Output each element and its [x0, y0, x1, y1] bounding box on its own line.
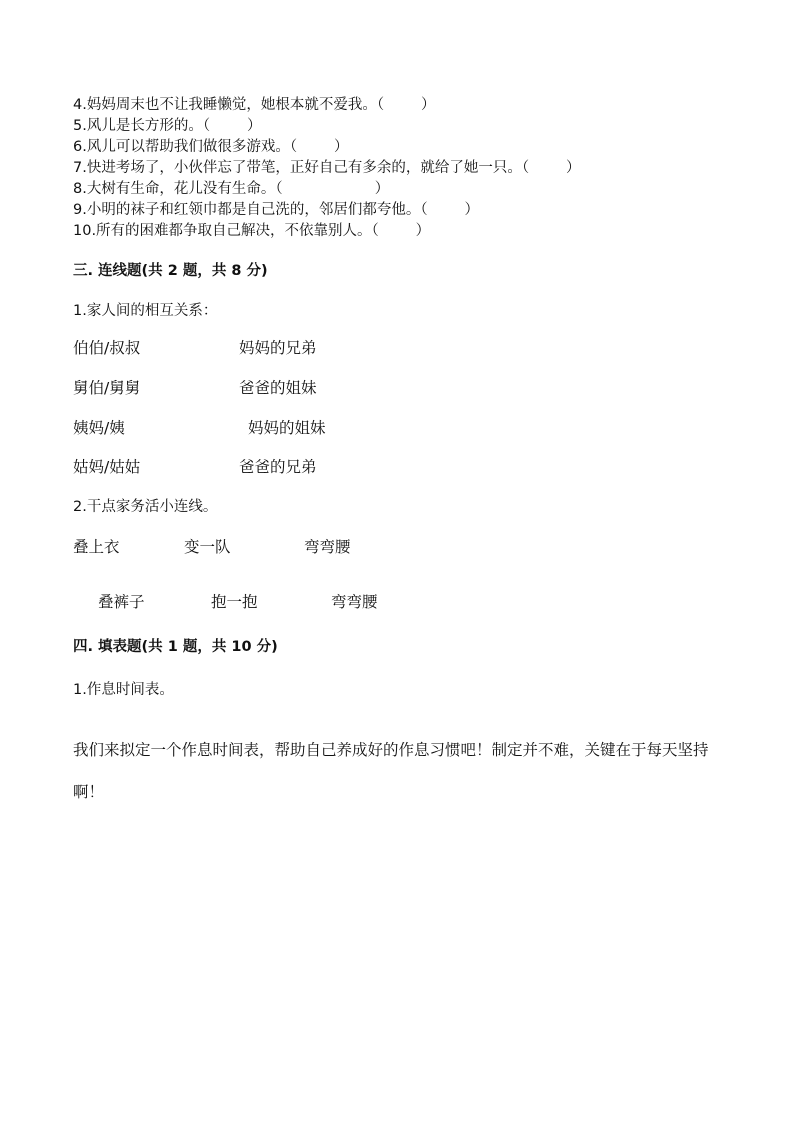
- matching-right-2: 爸爸的姐妹: [239, 379, 317, 397]
- judgement-item-10: 10.所有的困难都争取自己解决，不依靠别人。（ ）: [73, 223, 431, 239]
- judgement-item-6: 6.风儿可以帮助我们做很多游戏。（ ）: [73, 139, 349, 155]
- chore-row1-item-1: 叠上衣: [73, 538, 120, 556]
- matching-left-2: 舅伯/舅舅: [73, 379, 141, 397]
- chore-row2-item-3: 弯弯腰: [331, 593, 378, 611]
- chore-row2-item-2: 抱一抱: [211, 593, 258, 611]
- matching-q2-prompt: 2.干点家务活小连线。: [73, 499, 218, 515]
- section-4-title: 四. 填表题(共 1 题，共 10 分): [73, 639, 278, 655]
- schedule-paragraph-line-1: 我们来拟定一个作息时间表，帮助自己养成好的作息习惯吧！制定并不难，关键在于每天坚持: [73, 741, 709, 759]
- matching-right-3: 妈妈的姐妹: [248, 419, 326, 437]
- matching-right-1: 妈妈的兄弟: [239, 339, 317, 357]
- judgement-item-5: 5.风儿是长方形的。（ ）: [73, 118, 262, 134]
- judgement-item-9: 9.小明的袜子和红领巾都是自己洗的，邻居们都夸他。（ ）: [73, 202, 479, 218]
- matching-right-4: 爸爸的兄弟: [239, 458, 317, 476]
- matching-left-3: 姨妈/姨: [73, 419, 125, 437]
- chore-row2-item-1: 叠裤子: [98, 593, 145, 611]
- schedule-paragraph-line-2: 啊！: [73, 783, 105, 801]
- judgement-item-4: 4.妈妈周末也不让我睡懒觉，她根本就不爱我。（ ）: [73, 97, 436, 113]
- chore-row1-item-2: 变一队: [184, 538, 231, 556]
- section-3-title: 三. 连线题(共 2 题，共 8 分): [73, 263, 268, 279]
- judgement-item-7: 7.快进考场了，小伙伴忘了带笔，正好自己有多余的，就给了她一只。（ ）: [73, 160, 581, 176]
- chore-row1-item-3: 弯弯腰: [304, 538, 351, 556]
- matching-left-1: 伯伯/叔叔: [73, 339, 141, 357]
- schedule-q1-prompt: 1.作息时间表。: [73, 682, 174, 698]
- matching-q1-prompt: 1.家人间的相互关系：: [73, 303, 218, 319]
- judgement-item-8: 8.大树有生命，花儿没有生命。（ ）: [73, 181, 390, 197]
- matching-left-4: 姑妈/姑姑: [73, 458, 141, 476]
